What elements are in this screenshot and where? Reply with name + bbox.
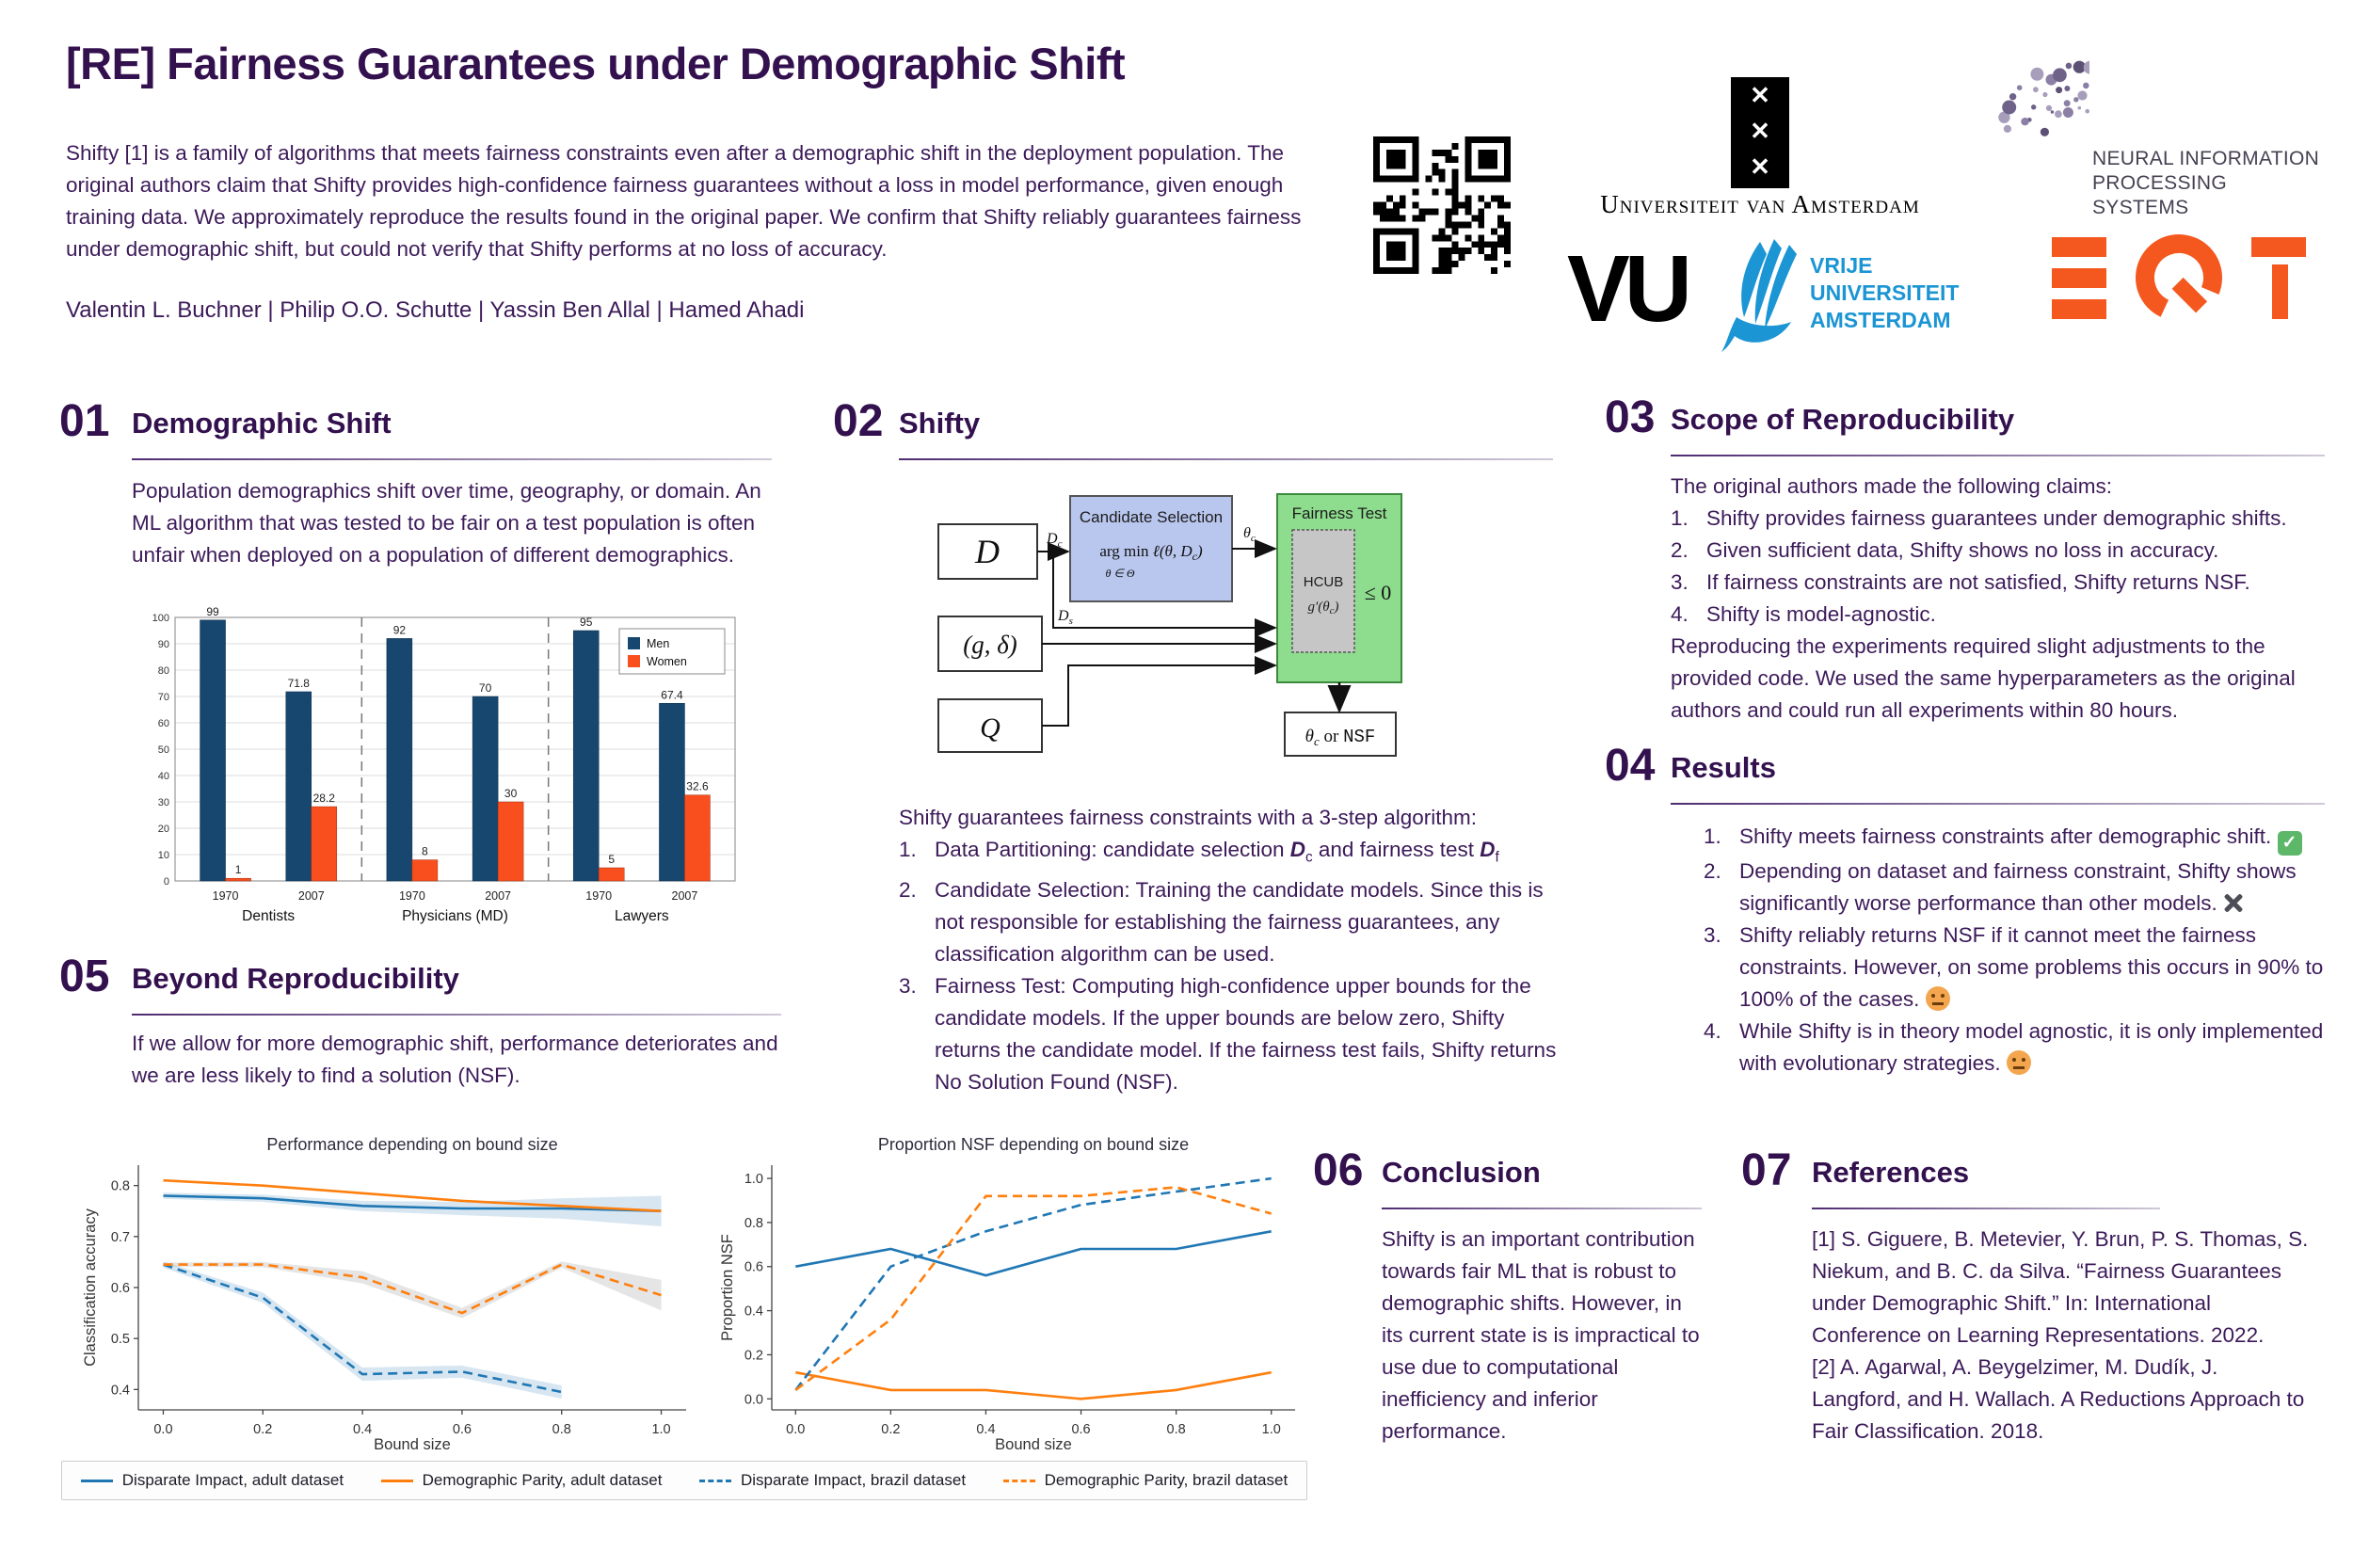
svg-text:0.4: 0.4 [976,1422,996,1437]
reference-entry: [1] S. Giguere, B. Metevier, Y. Brun, P. S. Thomas, S. Niekum, and B. C. da Silva. “Fairness Guarantees under Demographic Shift.” In: International Conference on Learning Representations. 2022. [1812,1227,2309,1347]
svg-text:0.8: 0.8 [1166,1422,1186,1437]
svg-text:1970: 1970 [398,889,425,903]
svg-text:≤ 0: ≤ 0 [1364,581,1392,604]
neurips-swirl-icon [1962,45,2089,224]
svg-text:50: 50 [157,744,169,756]
list-item-number: 3. [1671,570,1689,594]
svg-text:60: 60 [157,718,169,729]
legend-label: Disparate Impact, adult dataset [121,1471,344,1489]
section-02-title: Shifty [899,407,981,440]
list-item [899,874,1572,970]
svg-text:θ ∈ Θ: θ ∈ Θ [1105,567,1135,580]
list-item [899,834,1572,874]
section-07-rule [1812,1208,2160,1209]
chart-legend [61,1461,1307,1500]
list-item [1704,1016,2353,1080]
abstract-text: Shifty [1] is a family of algorithms that meets fairness constraints even after a demographic shift in the deployment population. The original authors claim that Shifty provides high-confidence fairness guarantees without a loss in model performance, given enough training data. We approximately reproduce the results found in the original paper. We confirm that Shifty reliably guarantees fairness under demographic shift, but could not verify that Shifty performs at no loss of accuracy. [66,141,1302,261]
svg-text:20: 20 [157,824,169,835]
y-axis-label: Classification accuracy [82,1208,99,1367]
list-item-number: 1. [899,838,917,861]
bar-women [226,878,251,881]
bar-women [684,795,710,881]
svg-text:Dentists: Dentists [242,908,296,924]
svg-text:2007: 2007 [297,889,325,903]
legend-line-sample [1003,1480,1035,1482]
vu-wordmark: VU [1567,236,1687,342]
svg-text:92: 92 [392,623,407,637]
list-item-text: Candidate Selection: Training the candidate models. Since this is not responsible for establishing the fairness guarantees, any classification algorithm can be used. [935,877,1544,966]
svg-text:arg min ℓ(θ, Dc): arg min ℓ(θ, $D_c$) [1099,542,1203,563]
svg-text:g′(θc): $g'(\theta_c)$ [1307,600,1339,616]
svg-text:0.5: 0.5 [110,1332,130,1348]
svg-text:Women: Women [647,655,687,668]
section-05-rule [132,1014,781,1016]
performance-line-chart [80,1129,701,1459]
list-item-number: 3. [1704,923,1721,947]
list-item [1704,821,2353,856]
neurips-wordmark: NEURAL INFORMATION PROCESSING SYSTEMS [2092,148,2320,218]
x-axis-label: Bound size [374,1436,451,1453]
svg-text:0.7: 0.7 [110,1229,130,1245]
shifty-steps-list [899,834,1572,1098]
section-03-outro: Reproducing the experiments required slight adjustments to the provided code. We used the same hyperparameters as the original authors and could run all experiments within 80 hours. [1671,634,2296,722]
section-07-title: References [1812,1156,1970,1189]
chart-title: Performance depending on bound size [266,1135,558,1154]
vu-text: VRIJE UNIVERSITEIT AMSTERDAM [1810,253,1960,332]
svg-text:0.0: 0.0 [153,1422,173,1437]
list-item-text: Shifty is model-agnostic. [1706,602,1936,626]
list-item-text: Shifty meets fairness constraints after demographic shift. ✓ [1739,821,2353,856]
list-item [1671,599,2329,631]
svg-text:0.2: 0.2 [881,1422,901,1437]
svg-text:30: 30 [504,787,518,800]
svg-text:1.0: 1.0 [1261,1422,1281,1437]
section-03-title: Scope of Reproducibility [1671,403,2015,436]
svg-text:2007: 2007 [671,889,698,903]
bar-men [200,620,226,881]
svg-text:71.8: 71.8 [287,676,310,690]
svg-text:40: 40 [157,771,169,782]
section-05-title: Beyond Reproducibility [132,962,459,995]
svg-text:32.6: 32.6 [686,779,709,793]
legend-label: Disparate Impact, brazil dataset [740,1471,967,1489]
section-05-body: If we allow for more demographic shift, performance deteriorates and we are less likely to find a solution (NSF). [132,1032,778,1087]
bar-men [472,696,498,881]
legend-item [381,1471,663,1490]
list-item [1704,920,2353,1016]
check-icon [2278,831,2302,856]
neutral-face-icon [2007,1050,2031,1075]
svg-text:10: 10 [157,850,169,861]
svg-text:0.8: 0.8 [552,1422,571,1437]
neutral-face-icon [1926,986,1950,1011]
section-03-rule [1671,455,2325,456]
chart-title: Proportion NSF depending on bound size [877,1135,1190,1154]
section-03-number: 03 [1605,392,1656,442]
uva-wordmark: Universiteit van Amsterdam [1600,190,1920,218]
reference-entry: [2] A. Agarwal, A. Beygelzimer, M. Dudík, J. Langford, and H. Wallach. A Reductions Approach to Fair Classification. 2018. [1812,1355,2305,1443]
section-07-number: 07 [1741,1145,1792,1195]
svg-text:Dc: $D_c$ [1047,531,1063,550]
svg-text:Candidate Selection: Candidate Selection [1079,508,1224,526]
svg-text:0.2: 0.2 [253,1422,273,1437]
list-item [1671,503,2329,535]
legend-line-sample [81,1480,113,1482]
list-item-number: 1. [1671,506,1689,530]
legend-item [699,1471,966,1490]
svg-text:99: 99 [206,604,219,618]
svg-text:80: 80 [157,665,169,677]
svg-text:0.6: 0.6 [744,1259,763,1275]
svg-text:0.6: 0.6 [110,1281,130,1296]
vu-griffin-icon [1708,237,1802,355]
claims-list [1671,503,2329,631]
section-06-title: Conclusion [1382,1156,1541,1189]
svg-text:30: 30 [157,797,169,808]
bar-men [387,638,412,881]
eqt-logo [2052,233,2306,323]
svg-text:0.6: 0.6 [1071,1422,1091,1437]
svg-text:0.6: 0.6 [452,1422,472,1437]
legend-line-sample [381,1480,413,1482]
svg-text:0.2: 0.2 [744,1348,763,1364]
legend-label: Demographic Parity, brazil dataset [1044,1471,1289,1489]
section-03-intro: The original authors made the following claims: [1671,474,2112,498]
svg-text:70: 70 [157,692,169,703]
section-06-rule [1382,1208,1702,1209]
bar-women [599,868,624,881]
svg-text:Fairness Test: Fairness Test [1291,504,1387,522]
section-06-body: Shifty is an important contribution towards fair ML that is robust to demographic shifts. However, in its current state is is impractical to use due to computational inefficiency and inferior performance. [1382,1227,1700,1443]
svg-text:28.2: 28.2 [312,792,335,806]
svg-text:67.4: 67.4 [661,688,683,702]
list-item-text: Shifty reliably returns NSF if it cannot meet the fairness constraints. However, on some problems this occurs in 90% to 100% of the cases. [1739,923,2324,1011]
section-04-rule [1671,803,2325,805]
section-05-number: 05 [59,952,110,1001]
svg-text:Lawyers: Lawyers [614,908,669,924]
legend-item [81,1471,344,1490]
svg-text:0.8: 0.8 [744,1215,763,1231]
svg-text:5: 5 [608,853,616,866]
list-item [1671,567,2329,599]
section-02-number: 02 [833,396,884,446]
series-line [795,1178,1271,1390]
list-item-number: 2. [1704,859,1721,883]
section-02-rule [899,458,1553,460]
bar-women [412,860,438,881]
svg-text:1970: 1970 [585,889,613,903]
demographics-bar-chart [130,600,746,928]
svg-text:1970: 1970 [212,889,239,903]
shifty-algorithm-diagram [927,475,1558,786]
list-item [1704,856,2353,920]
list-item-text: Shifty provides fairness guarantees under demographic shifts. [1706,506,2287,530]
list-item [899,970,1572,1098]
svg-text:Physicians (MD): Physicians (MD) [402,908,508,924]
list-item-number: 3. [899,973,917,998]
section-01-number: 01 [59,396,110,446]
svg-text:95: 95 [580,616,593,629]
svg-text:Ds: $D_s$ [1058,608,1073,627]
uva-crest-icon: ✕ ✕ ✕ [1731,77,1789,188]
svg-text:0: 0 [163,876,169,888]
svg-text:1: 1 [234,863,242,877]
svg-text:D: D [975,533,1000,570]
neurips-logo [1962,45,2325,224]
section-02-intro: Shifty guarantees fairness constraints with a 3-step algorithm: [899,806,1478,829]
svg-text:θc: $\theta_c$ [1243,525,1256,544]
list-item-number: 2. [1671,538,1689,562]
references-text [1812,1224,2311,1448]
series-line [164,1265,562,1392]
section-01-rule [132,458,772,460]
section-01-body: Population demographics shift over time, geography, or domain. An ML algorithm that was tested to be fair on a test population is often unfair when deployed on a population of different demographics. [132,479,761,567]
section-04-title: Results [1671,751,1776,784]
section-01-title: Demographic Shift [132,407,392,440]
list-item-text: Given sufficient data, Shifty shows no loss in accuracy. [1706,538,2219,562]
section-04-number: 04 [1605,741,1656,791]
series-line [795,1231,1271,1275]
y-axis-label: Proportion NSF [719,1234,736,1341]
diagram-hcub-box [1292,530,1354,652]
svg-text:8: 8 [422,844,428,858]
page-title: [RE] Fairness Guarantees under Demographic Shift [66,39,1126,88]
authors-line: Valentin L. Buchner | Philip O.O. Schutte | Yassin Ben Allal | Hamed Ahadi [66,297,805,323]
svg-text:0.0: 0.0 [786,1422,806,1437]
svg-text:0.8: 0.8 [110,1178,130,1194]
svg-text:0.4: 0.4 [110,1383,130,1399]
results-list [1704,821,2353,1080]
list-item-number: 4. [1671,602,1689,626]
section-06-number: 06 [1313,1145,1364,1195]
list-item-text: While Shifty is in theory model agnostic, it is only implemented with evolutionary strategies. [1739,1019,2324,1075]
bar-men [286,692,312,881]
svg-text:100: 100 [152,613,169,624]
x-axis-label: Bound size [995,1436,1072,1453]
legend-label: Demographic Parity, adult dataset [422,1471,663,1489]
svg-text:0.0: 0.0 [744,1392,763,1408]
svg-text:90: 90 [157,639,169,650]
list-item-number: 4. [1704,1019,1721,1043]
svg-text:1.0: 1.0 [744,1172,763,1188]
vu-logo [1567,237,1962,355]
bar-men [659,703,684,881]
svg-text:0.4: 0.4 [353,1422,373,1437]
bar-women [498,802,523,881]
list-item-text: If fairness constraints are not satisfied, Shifty returns NSF. [1706,570,2250,594]
bar-women [312,807,337,881]
svg-text:θc or NSF: $\theta_c$ or NSF [1305,727,1376,748]
list-item [1671,535,2329,567]
bar-men [573,631,599,881]
series-line [795,1372,1271,1399]
nsf-line-chart [717,1129,1310,1459]
qr-code [1367,130,1517,280]
list-item-number: 2. [899,877,917,902]
svg-text:Q: Q [980,712,1000,744]
svg-text:2007: 2007 [485,889,512,903]
svg-text:0.4: 0.4 [744,1304,763,1320]
svg-text:HCUB: HCUB [1303,574,1344,590]
svg-text:70: 70 [478,681,492,695]
uva-logo [1562,77,1958,219]
svg-text:1.0: 1.0 [651,1422,671,1437]
list-item-text: Data Partitioning: candidate selection $D_c$ and fairness test $D_f$ [935,838,1499,866]
list-item-text: Depending on dataset and fairness constraint, Shifty shows significantly worse performance than other models. [1739,859,2297,915]
legend-line-sample [699,1480,731,1482]
legend-item [1003,1471,1289,1490]
cross-icon [2223,892,2244,913]
list-item-text: Fairness Test: Computing high-confidence upper bounds for the candidate models. If the upper bounds are below zero, Shifty returns the candidate model. If the fairness test fails, Shifty returns No Solution Found (NSF). [935,973,1557,1094]
list-item-number: 1. [1704,824,1721,848]
svg-text:(g, δ): (g, δ) [963,631,1017,659]
svg-text:Men: Men [647,637,670,650]
